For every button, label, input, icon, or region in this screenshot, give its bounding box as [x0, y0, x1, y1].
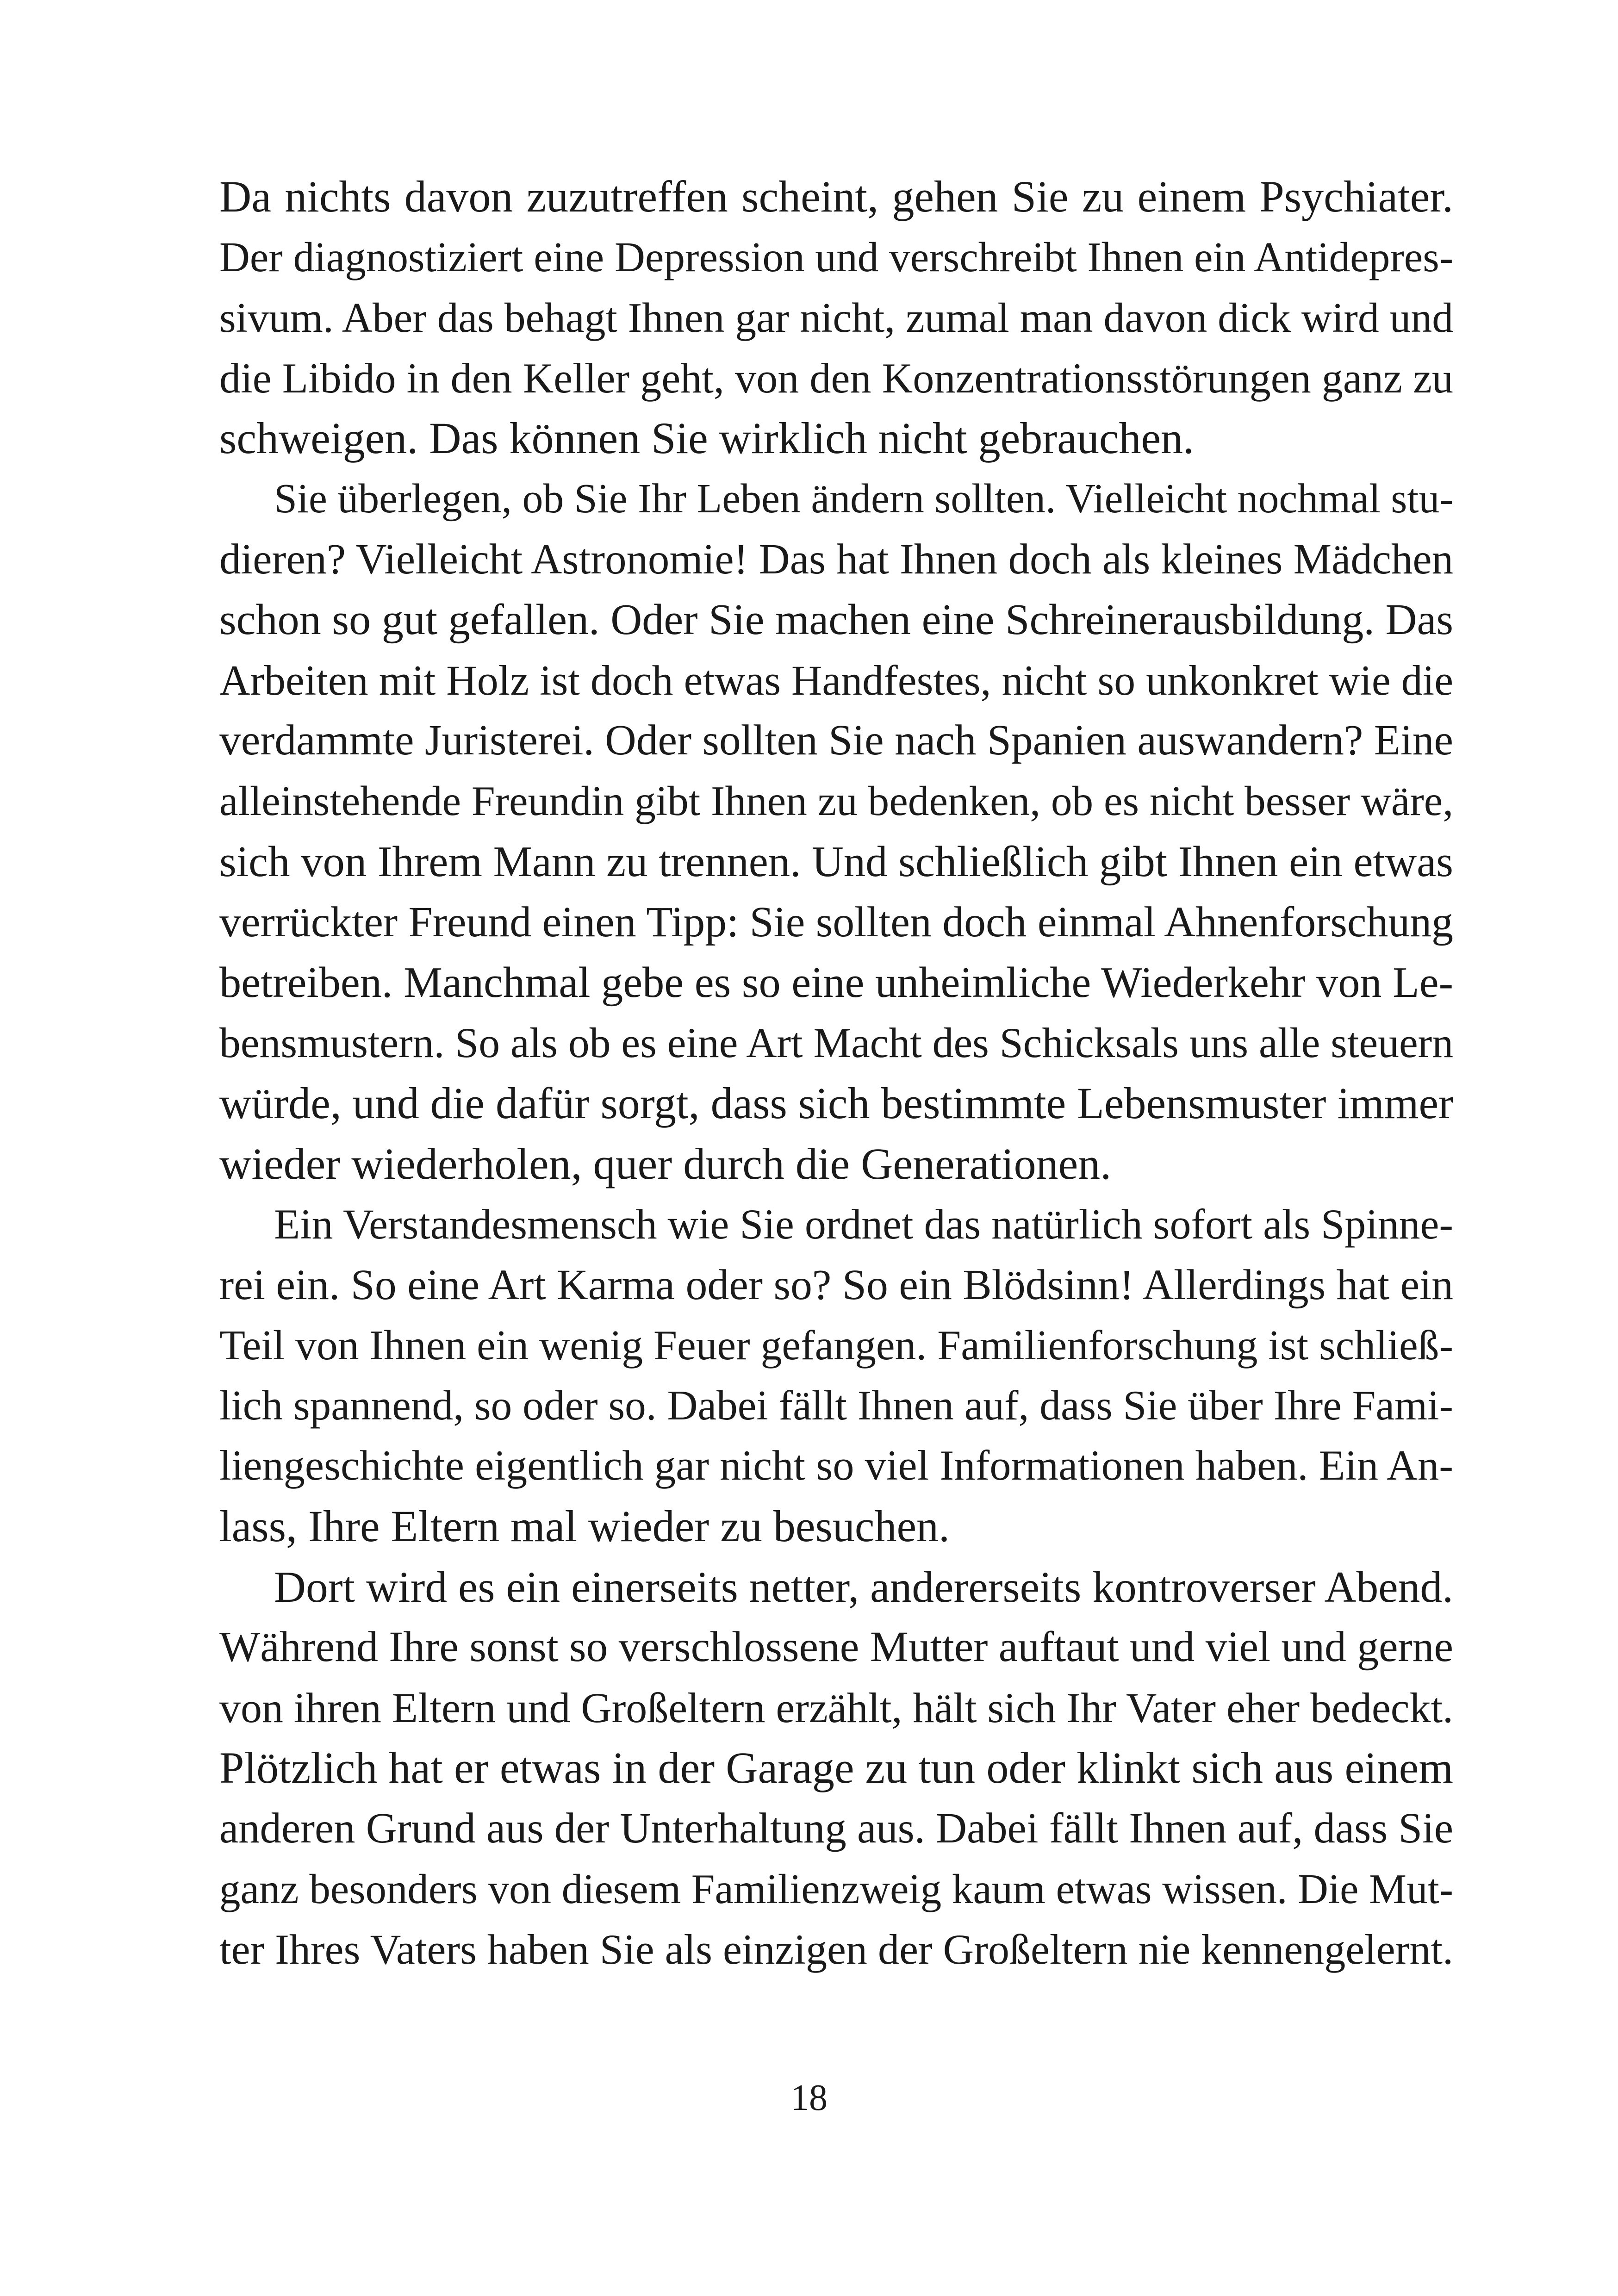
- text-line: Da nichts davon zuzutreffen scheint, gehen Sie zu einem Psychiater.: [219, 172, 1453, 221]
- text-line: sivum. Aber das behagt Ihnen gar nicht, zumal man davon dick wird und: [219, 294, 1453, 342]
- text-line: die Libido in den Keller geht, von den Konzentrationsstörungen ganz zu: [219, 354, 1453, 402]
- text-line: Teil von Ihnen ein wenig Feuer gefangen. Familienforschung ist schließ-: [219, 1321, 1453, 1369]
- paragraph-2: [219, 469, 1453, 1194]
- text-line: bensmustern. So als ob es eine Art Macht des Schicksals uns alle steuern: [219, 1019, 1454, 1067]
- text-line: rei ein. So eine Art Karma oder so? So ein Blödsinn! Allerdings hat ein: [219, 1260, 1453, 1309]
- text-line: Ein Verstandesmensch wie Sie ordnet das natürlich sofort als Spinne-: [274, 1201, 1453, 1248]
- text-line: sich von Ihrem Mann zu trennen. Und schließlich gibt Ihnen ein etwas: [219, 837, 1453, 886]
- text-line: Sie überlegen, ob Sie Ihr Leben ändern sollten. Vielleicht nochmal stu-: [274, 475, 1454, 522]
- text-line: liengeschichte eigentlich gar nicht so viel Informationen haben. Ein An-: [219, 1442, 1453, 1490]
- text-line: Der diagnostiziert eine Depression und verschreibt Ihnen ein Antidepres-: [219, 233, 1454, 280]
- paragraph-3: [219, 1194, 1453, 1557]
- text-line: verdammte Juristerei. Oder sollten Sie nach Spanien auswandern? Eine: [219, 716, 1453, 765]
- text-line: anderen Grund aus der Unterhaltung aus. Dabei fällt Ihnen auf, dass Sie: [219, 1804, 1453, 1853]
- text-line: von ihren Eltern und Großeltern erzählt, hält sich Ihr Vater eher bedeckt.: [219, 1684, 1453, 1731]
- text-line: Während Ihre sonst so verschlossene Mutter auftaut und viel und gerne: [219, 1623, 1453, 1671]
- text-line: ter Ihres Vaters haben Sie als einzigen der Großeltern nie kennengelernt.: [219, 1926, 1453, 1973]
- text-line: ganz besonders von diesem Familienzweig kaum etwas wissen. Die Mut-: [219, 1865, 1453, 1912]
- paragraph-1: [219, 167, 1453, 469]
- text-line: dieren? Vielleicht Astronomie! Das hat Ihnen doch als kleines Mädchen: [219, 535, 1453, 583]
- page-number: 18: [790, 2078, 828, 2118]
- text-line: würde, und die dafür sorgt, dass sich bestimmte Lebensmuster immer: [219, 1078, 1453, 1128]
- text-line: Arbeiten mit Holz ist doch etwas Handfestes, nicht so unkonkret wie die: [219, 656, 1454, 704]
- text-line: Dort wird es ein einerseits netter, andererseits kontroverser Abend.: [274, 1562, 1453, 1612]
- text-line: wieder wiederholen, quer durch die Generationen.: [219, 1139, 1112, 1188]
- text-line: schon so gut gefallen. Oder Sie machen eine Schreinerausbildung. Das: [219, 596, 1453, 644]
- body-text: [219, 167, 1453, 1980]
- text-line: schweigen. Das können Sie wirklich nicht gebrauchen.: [219, 413, 1195, 463]
- text-line: lass, Ihre Eltern mal wieder zu besuchen.: [219, 1501, 950, 1551]
- text-line: alleinstehende Freundin gibt Ihnen zu bedenken, ob es nicht besser wäre,: [219, 777, 1454, 824]
- paragraph-4: [219, 1557, 1453, 1980]
- text-line: betreiben. Manchmal gebe es so eine unheimliche Wiederkehr von Le-: [219, 958, 1454, 1007]
- text-line: lich spannend, so oder so. Dabei fällt Ihnen auf, dass Sie über Ihre Fami-: [219, 1381, 1453, 1429]
- text-line: verrückter Freund einen Tipp: Sie sollten doch einmal Ahnenforschung: [219, 898, 1453, 946]
- text-line: Plötzlich hat er etwas in der Garage zu tun oder klinkt sich aus einem: [219, 1743, 1453, 1793]
